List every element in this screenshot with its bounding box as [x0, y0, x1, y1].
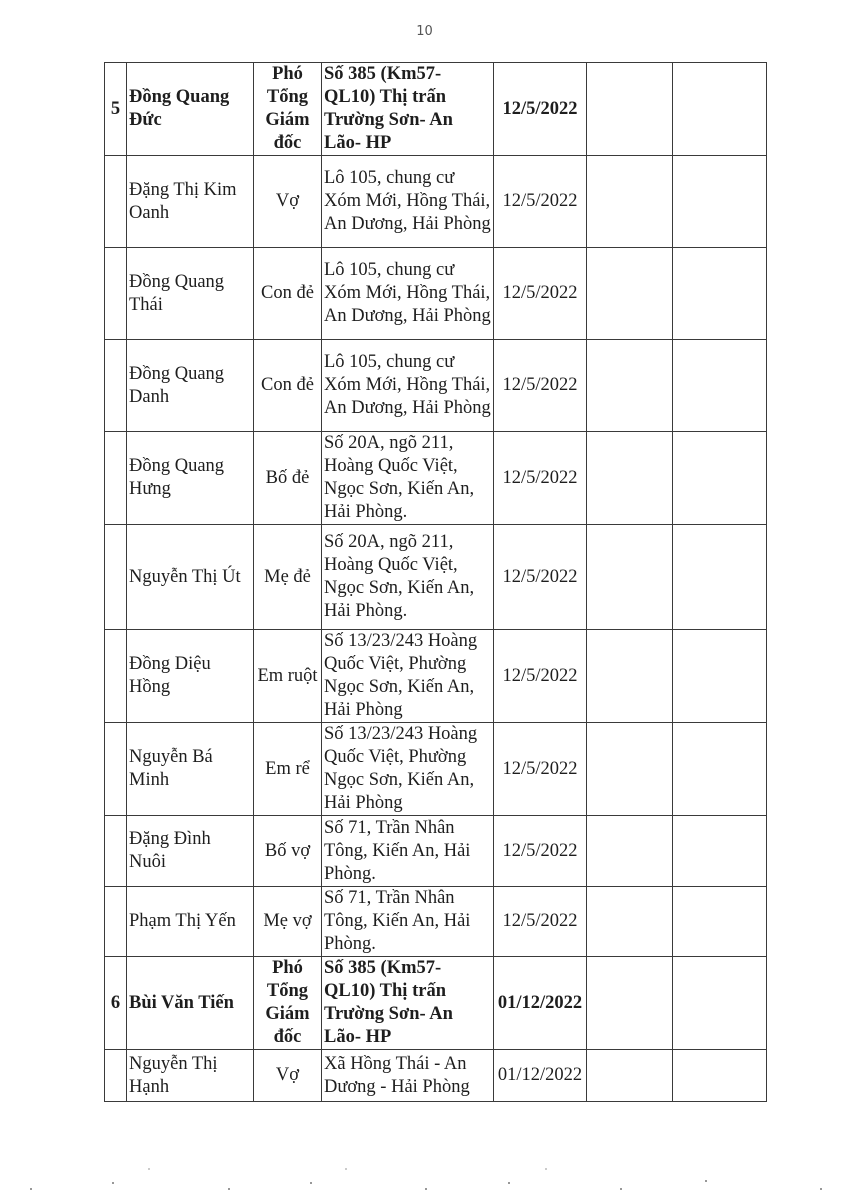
cell-date: 12/5/2022 — [494, 723, 587, 816]
cell-date: 12/5/2022 — [494, 156, 587, 248]
cell-name: Đồng Quang Danh — [127, 340, 254, 432]
table-row — [105, 816, 767, 887]
cell-empty — [673, 816, 767, 887]
cell-role: Bố đẻ — [254, 432, 322, 525]
cell-role: Mẹ vợ — [254, 887, 322, 957]
cell-address: Lô 105, chung cư Xóm Mới, Hồng Thái, An Dương, Hải Phòng — [322, 340, 494, 432]
cell-date: 12/5/2022 — [494, 340, 587, 432]
cell-empty — [587, 525, 673, 630]
cell-empty — [673, 887, 767, 957]
cell-stt — [105, 340, 127, 432]
cell-empty — [587, 63, 673, 156]
scan-speckles — [0, 1160, 849, 1200]
cell-name: Bùi Văn Tiến — [127, 957, 254, 1050]
cell-date: 12/5/2022 — [494, 525, 587, 630]
cell-role: Em rể — [254, 723, 322, 816]
cell-stt — [105, 816, 127, 887]
cell-name: Nguyễn Thị Út — [127, 525, 254, 630]
cell-role: Con đẻ — [254, 248, 322, 340]
cell-date: 12/5/2022 — [494, 887, 587, 957]
cell-address: Xã Hồng Thái - An Dương - Hải Phòng — [322, 1050, 494, 1102]
cell-name: Đặng Đình Nuôi — [127, 816, 254, 887]
cell-empty — [673, 1050, 767, 1102]
cell-name: Đồng Quang Thái — [127, 248, 254, 340]
cell-empty — [587, 248, 673, 340]
cell-stt — [105, 248, 127, 340]
table-row — [105, 63, 767, 156]
cell-name: Nguyễn Thị Hạnh — [127, 1050, 254, 1102]
cell-name: Phạm Thị Yến — [127, 887, 254, 957]
table-row — [105, 723, 767, 816]
cell-address: Số 385 (Km57-QL10) Thị trấn Trường Sơn- An Lão- HP — [322, 63, 494, 156]
cell-empty — [587, 630, 673, 723]
table-row — [105, 887, 767, 957]
cell-empty — [673, 432, 767, 525]
cell-address: Số 20A, ngõ 211, Hoàng Quốc Việt, Ngọc Sơn, Kiến An, Hải Phòng. — [322, 525, 494, 630]
cell-date: 12/5/2022 — [494, 630, 587, 723]
cell-stt — [105, 156, 127, 248]
cell-address: Số 13/23/243 Hoàng Quốc Việt, Phường Ngọc Sơn, Kiến An, Hải Phòng — [322, 630, 494, 723]
cell-date: 01/12/2022 — [494, 1050, 587, 1102]
cell-empty — [673, 525, 767, 630]
table-row — [105, 248, 767, 340]
cell-stt — [105, 525, 127, 630]
cell-empty — [673, 957, 767, 1050]
cell-empty — [587, 432, 673, 525]
cell-empty — [673, 248, 767, 340]
related-persons-table — [104, 62, 767, 1102]
cell-role: Phó Tổng Giám đốc — [254, 63, 322, 156]
cell-stt: 6 — [105, 957, 127, 1050]
cell-stt — [105, 1050, 127, 1102]
cell-empty — [673, 63, 767, 156]
cell-name: Đồng Quang Đức — [127, 63, 254, 156]
cell-empty — [587, 816, 673, 887]
cell-stt — [105, 723, 127, 816]
cell-role: Vợ — [254, 156, 322, 248]
cell-stt — [105, 630, 127, 723]
cell-date: 12/5/2022 — [494, 63, 587, 156]
cell-stt: 5 — [105, 63, 127, 156]
cell-address: Số 20A, ngõ 211, Hoàng Quốc Việt, Ngọc Sơn, Kiến An, Hải Phòng. — [322, 432, 494, 525]
cell-stt — [105, 887, 127, 957]
cell-empty — [587, 957, 673, 1050]
cell-empty — [587, 723, 673, 816]
cell-empty — [587, 340, 673, 432]
cell-address: Lô 105, chung cư Xóm Mới, Hồng Thái, An Dương, Hải Phòng — [322, 248, 494, 340]
page-number: 10 — [416, 24, 433, 39]
cell-address: Số 71, Trần Nhân Tông, Kiến An, Hải Phòng. — [322, 887, 494, 957]
cell-date: 01/12/2022 — [494, 957, 587, 1050]
cell-empty — [673, 340, 767, 432]
table-row — [105, 432, 767, 525]
cell-empty — [673, 630, 767, 723]
cell-date: 12/5/2022 — [494, 432, 587, 525]
cell-role: Vợ — [254, 1050, 322, 1102]
cell-role: Phó Tổng Giám đốc — [254, 957, 322, 1050]
cell-name: Đồng Diệu Hồng — [127, 630, 254, 723]
cell-empty — [587, 156, 673, 248]
cell-stt — [105, 432, 127, 525]
cell-date: 12/5/2022 — [494, 248, 587, 340]
cell-role: Em ruột — [254, 630, 322, 723]
cell-empty — [673, 156, 767, 248]
cell-role: Mẹ đẻ — [254, 525, 322, 630]
table-row — [105, 156, 767, 248]
table-row — [105, 630, 767, 723]
cell-name: Đặng Thị Kim Oanh — [127, 156, 254, 248]
cell-date: 12/5/2022 — [494, 816, 587, 887]
table-row — [105, 340, 767, 432]
cell-name: Đồng Quang Hưng — [127, 432, 254, 525]
table-row — [105, 957, 767, 1050]
cell-role: Bố vợ — [254, 816, 322, 887]
cell-address: Số 71, Trần Nhân Tông, Kiến An, Hải Phòng. — [322, 816, 494, 887]
cell-empty — [587, 1050, 673, 1102]
table-row — [105, 525, 767, 630]
cell-empty — [587, 887, 673, 957]
cell-name: Nguyễn Bá Minh — [127, 723, 254, 816]
cell-address: Số 385 (Km57-QL10) Thị trấn Trường Sơn- An Lão- HP — [322, 957, 494, 1050]
cell-address: Số 13/23/243 Hoàng Quốc Việt, Phường Ngọc Sơn, Kiến An, Hải Phòng — [322, 723, 494, 816]
table-row — [105, 1050, 767, 1102]
cell-empty — [673, 723, 767, 816]
cell-address: Lô 105, chung cư Xóm Mới, Hồng Thái, An Dương, Hải Phòng — [322, 156, 494, 248]
cell-role: Con đẻ — [254, 340, 322, 432]
